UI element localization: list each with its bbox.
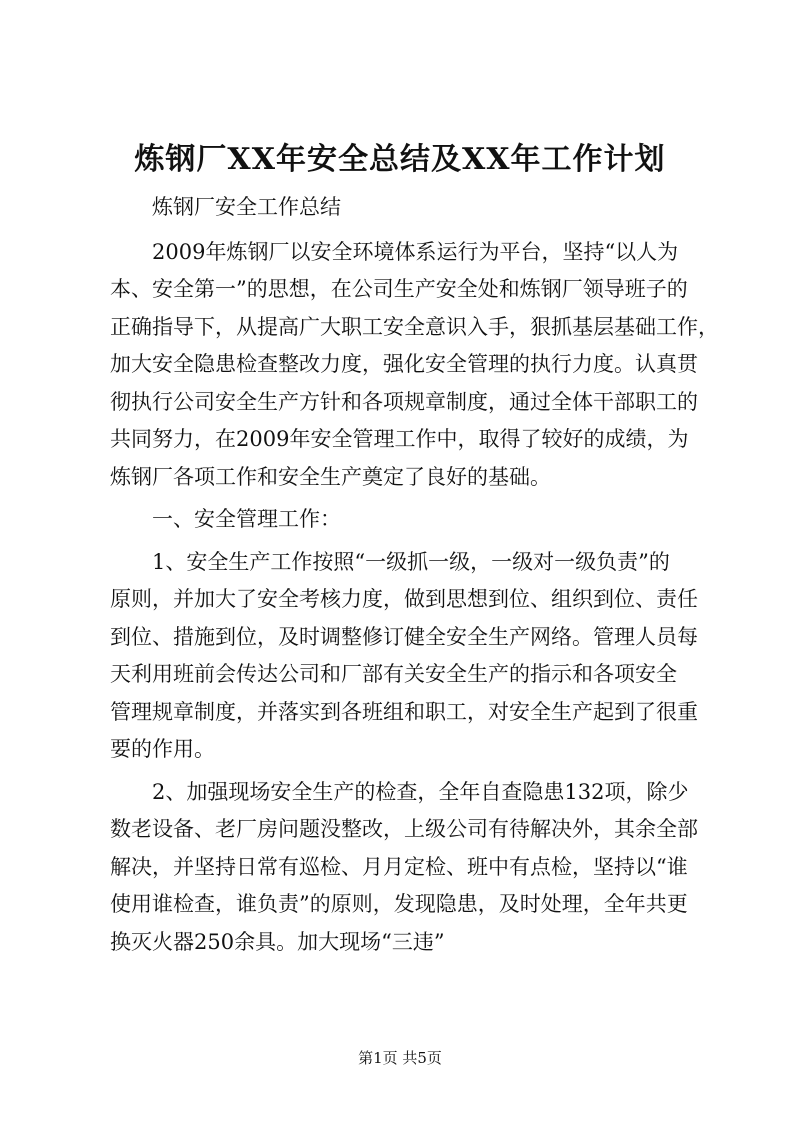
section-heading xyxy=(110,501,700,539)
document-title: 炼钢厂XX年安全总结及XX年工作计划 xyxy=(134,142,666,177)
paragraph xyxy=(110,774,700,962)
paragraph-line: 正确指导下，从提高广大职工安全意识入手，狠抓基层基础工作， xyxy=(110,314,719,339)
paragraph-line: 使用谁检查，谁负责”的原则，发现隐患，及时处理，全年共更 xyxy=(110,892,688,916)
paragraph-line: 解决，并坚持日常有巡检、月月定检、班中有点检，坚持以“谁 xyxy=(110,854,688,879)
paragraph xyxy=(110,544,700,769)
paragraph-line: 到位、措施到位，及时调整修订健全安全生产网络。管理人员每 xyxy=(110,624,698,649)
paragraph xyxy=(110,234,719,497)
paragraph-line: 2、加强现场安全生产的检查，全年自查隐患132项，除少 xyxy=(152,779,689,804)
paragraph-line: 天利用班前会传达公司和厂部有关安全生产的指示和各项安全 xyxy=(110,662,677,686)
paragraph-line: 共同努力，在2009年安全管理工作中，取得了较好的成绩，为 xyxy=(110,427,689,451)
paragraph-line: 本、安全第一”的思想，在公司生产安全处和炼钢厂领导班子的 xyxy=(110,277,688,301)
paragraph-line: 加大安全隐患检查整改力度，强化安全管理的执行力度。认真贯 xyxy=(110,352,698,376)
section-subtitle: 炼钢厂安全工作总结 xyxy=(152,195,341,219)
page-number-footer: 第1页 共5页 xyxy=(358,1049,442,1067)
paragraph-line: 要的作用。 xyxy=(110,737,215,761)
paragraph-line: 彻执行公司安全生产方针和各项规章制度，通过全体干部职工的 xyxy=(110,389,698,414)
paragraph-line: 1、安全生产工作按照“一级抓一级，一级对一级负责”的 xyxy=(152,549,670,574)
heading-line: 一、安全管理工作： xyxy=(152,507,341,531)
document-body xyxy=(110,189,719,961)
paragraph-line: 换灭火器250余具。加大现场“三违” xyxy=(110,929,445,954)
paragraph-line: 原则，并加大了安全考核力度，做到思想到位、组织到位、责任 xyxy=(110,587,698,611)
paragraph-line: 2009年炼钢厂以安全环境体系运行为平台，坚持“以人为 xyxy=(152,239,679,264)
paragraph-line: 数老设备、老厂房问题没整改，上级公司有待解决外，其余全部 xyxy=(110,817,698,841)
paragraph-line: 炼钢厂各项工作和安全生产奠定了良好的基础。 xyxy=(110,464,551,489)
paragraph-line: 管理规章制度，并落实到各班组和职工，对安全生产起到了很重 xyxy=(110,699,698,724)
